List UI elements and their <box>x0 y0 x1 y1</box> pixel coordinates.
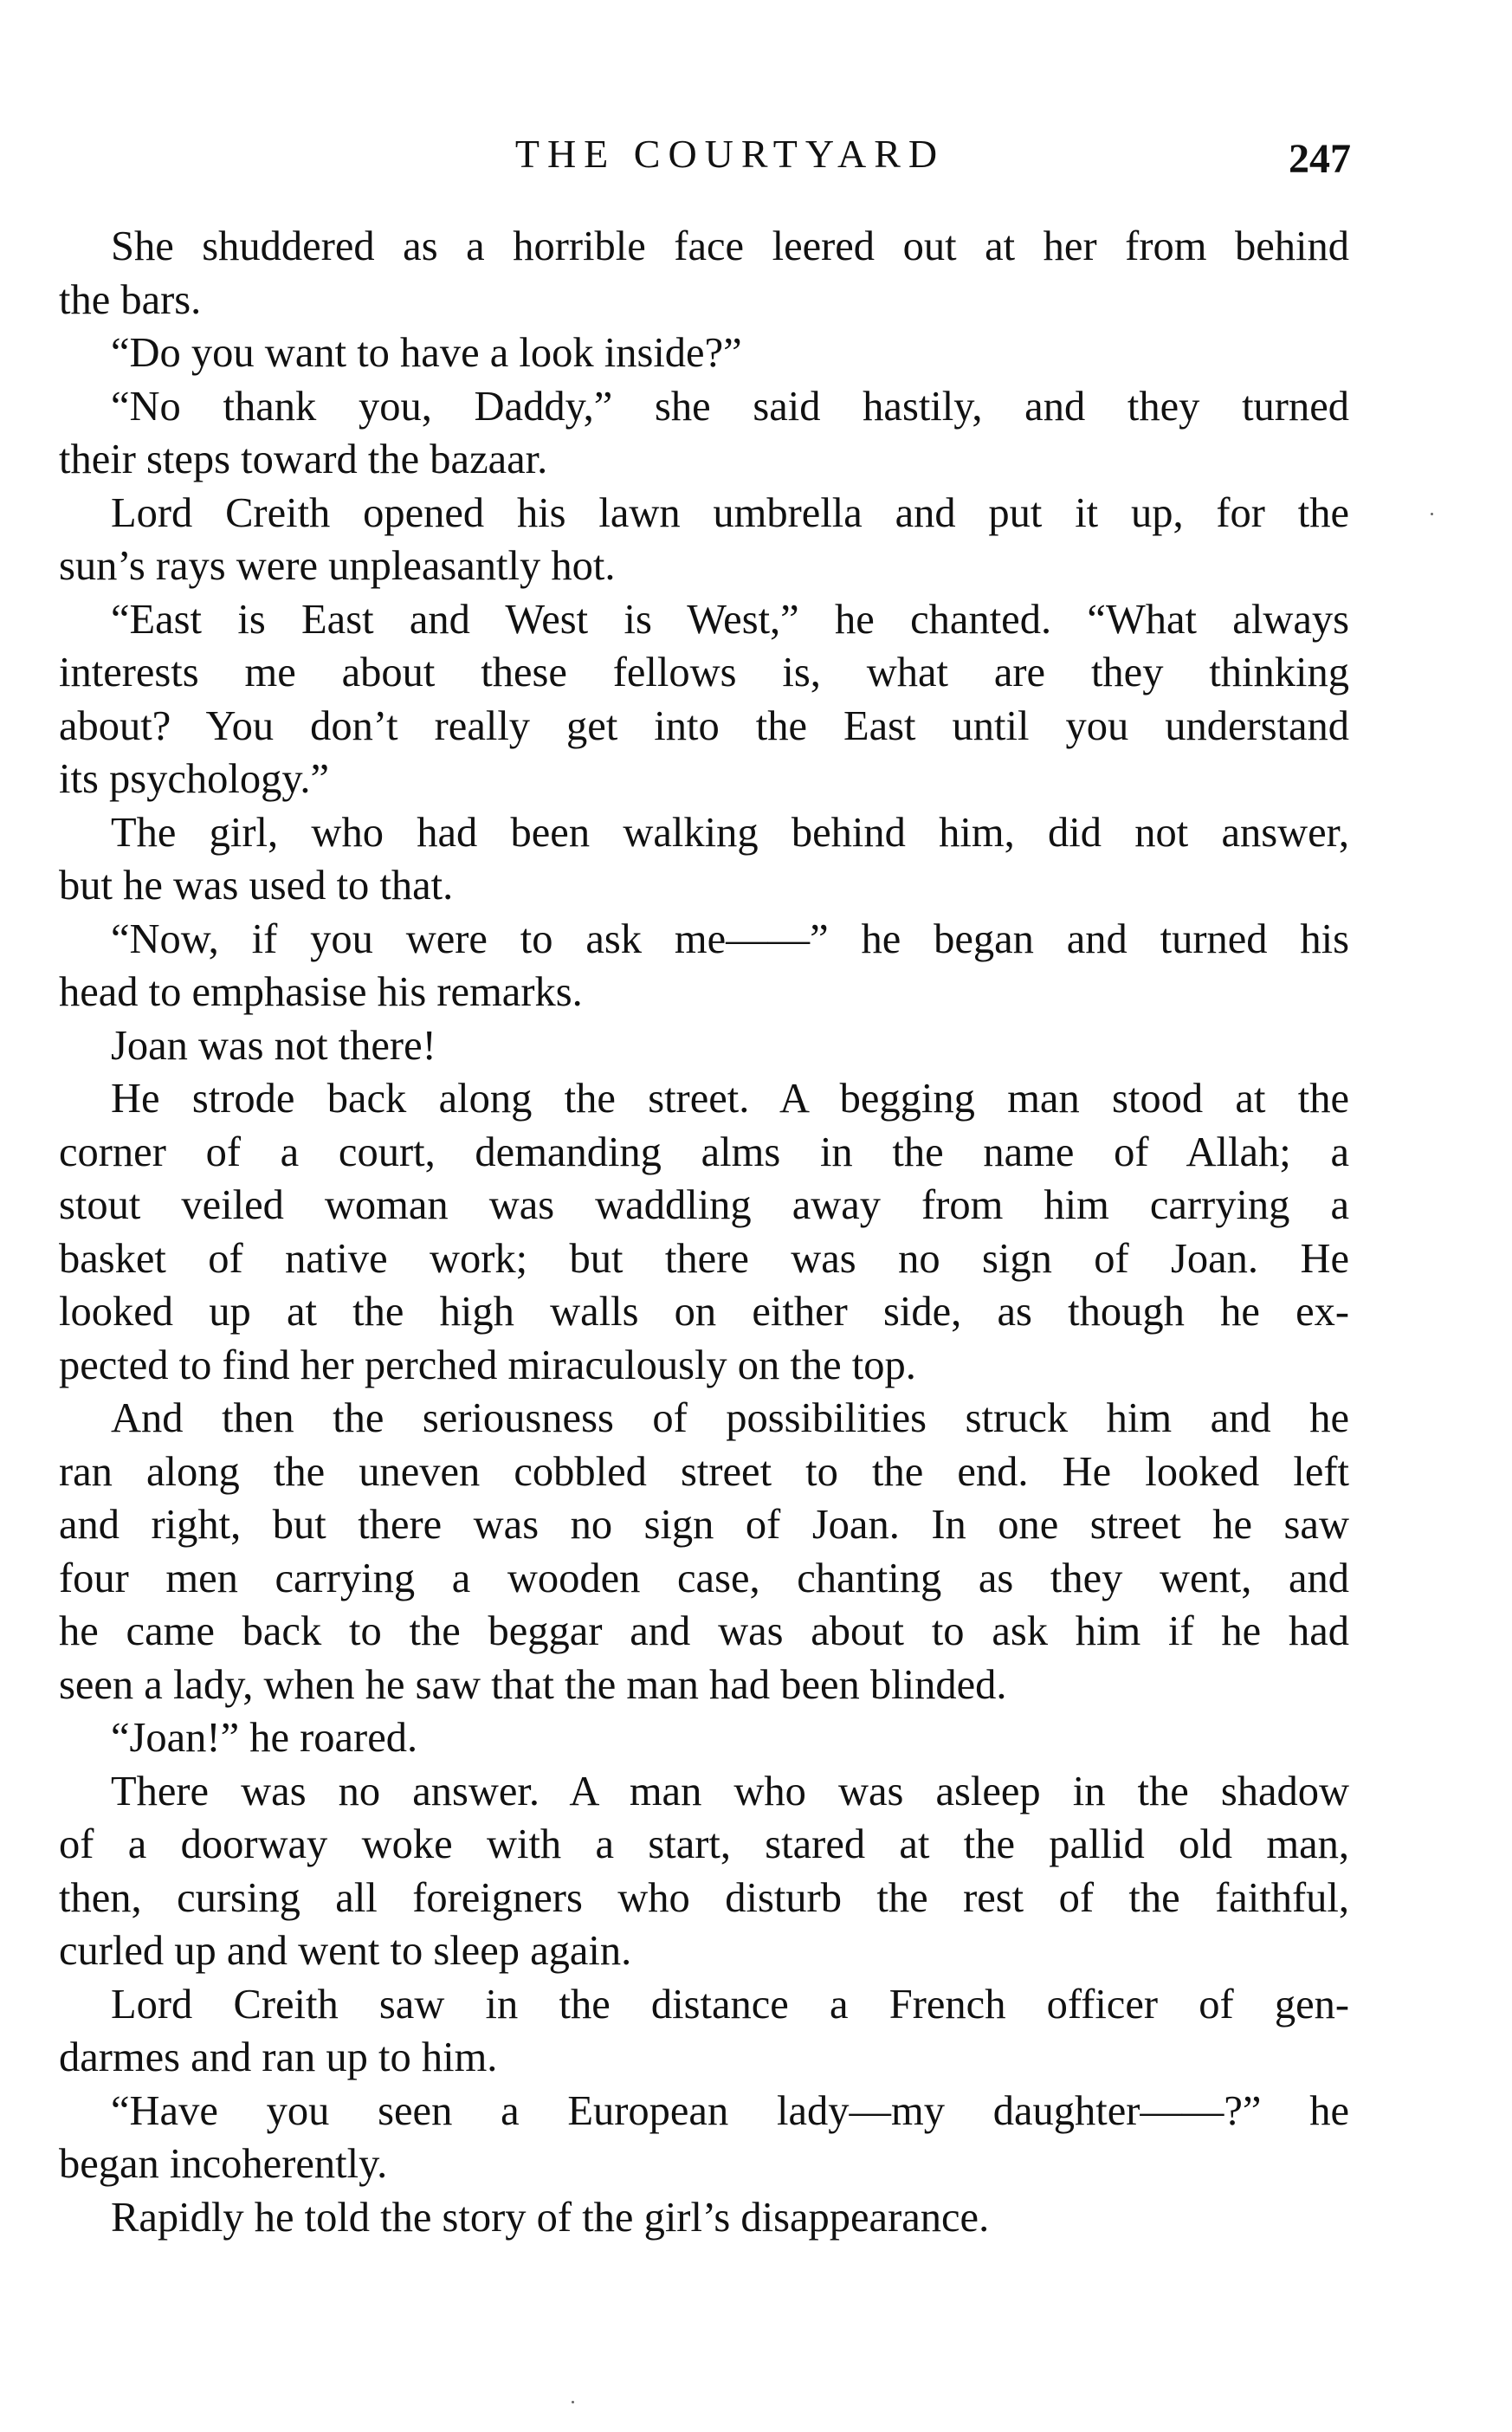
text-line: He strode back along the street. A begging man stood at the <box>111 1076 1349 1122</box>
text-line: began incoherently. <box>59 2141 388 2187</box>
text-line: The girl, who had been walking behind him, did not answer, <box>111 809 1349 856</box>
text-line: Lord Creith saw in the distance a French officer of gen- <box>111 1981 1349 2028</box>
text-line: of a doorway woke with a start, stared at the pallid old man, <box>59 1821 1349 1867</box>
text-line: Joan was not there! <box>111 1022 436 1069</box>
text-line: basket of native work; but there was no sign of Joan. He <box>59 1235 1349 1282</box>
margin-speck <box>572 2401 574 2403</box>
text-line: Lord Creith opened his lawn umbrella and put it up, for the <box>111 489 1349 536</box>
text-line: and right, but there was no sign of Joan. In one street he saw <box>59 1502 1349 1548</box>
text-line: he came back to the beggar and was about to ask him if he had <box>59 1608 1349 1654</box>
text-line: “Do you want to have a look inside?” <box>111 330 742 376</box>
text-line: the bars. <box>59 276 202 323</box>
text-line: seen a lady, when he saw that the man had been blinded. <box>59 1661 1007 1708</box>
text-line: “Now, if you were to ask me——” he began and turned his <box>111 915 1349 962</box>
text-line: “Have you seen a European lady—my daughter——?” he <box>111 2087 1349 2134</box>
text-line: pected to find her perched miraculously on the top. <box>59 1342 916 1388</box>
text-line: “East is East and West is West,” he chanted. “What always <box>111 596 1349 643</box>
text-line: then, cursing all foreigners who disturb the rest of the faithful, <box>59 1874 1349 1921</box>
text-line: She shuddered as a horrible face leered out at her from behind <box>111 223 1349 269</box>
text-line: looked up at the high walls on either side, as though he ex- <box>59 1289 1349 1335</box>
text-line: And then the seriousness of possibilities struck him and he <box>111 1395 1349 1441</box>
text-line: interests me about these fellows is, what are they thinking <box>59 650 1349 695</box>
running-head <box>59 128 1349 180</box>
page-number: 247 <box>1289 136 1351 182</box>
text-line: but he was used to that. <box>59 863 454 909</box>
text-line: “No thank you, Daddy,” she said hastily, and they turned <box>111 383 1349 430</box>
body-text <box>59 220 1349 2244</box>
text-line: sun’s rays were unpleasantly hot. <box>59 543 616 589</box>
text-line: their steps toward the bazaar. <box>59 437 548 482</box>
text-line: darmes and ran up to him. <box>59 2034 498 2080</box>
text-line: curled up and went to sleep again. <box>59 1928 632 1974</box>
text-line: stout veiled woman was waddling away from him carrying a <box>59 1182 1349 1228</box>
text-line: its psychology.” <box>59 756 330 802</box>
text-line: There was no answer. A man who was asleep in the shadow <box>111 1768 1349 1814</box>
text-line: corner of a court, demanding alms in the name of Allah; a <box>59 1129 1349 1175</box>
text-line: Rapidly he told the story of the girl’s disappearance. <box>111 2194 990 2241</box>
chapter-title: THE COURTYARD <box>514 132 946 176</box>
text-line: about? You don’t really get into the East until you understand <box>59 702 1349 749</box>
text-line: four men carrying a wooden case, chanting as they went, and <box>59 1555 1349 1601</box>
text-line: head to emphasise his remarks. <box>59 969 583 1015</box>
text-line: “Joan!” he roared. <box>111 1715 418 1761</box>
text-line: ran along the uneven cobbled street to the end. He looked left <box>59 1448 1349 1495</box>
margin-speck <box>1431 513 1433 515</box>
